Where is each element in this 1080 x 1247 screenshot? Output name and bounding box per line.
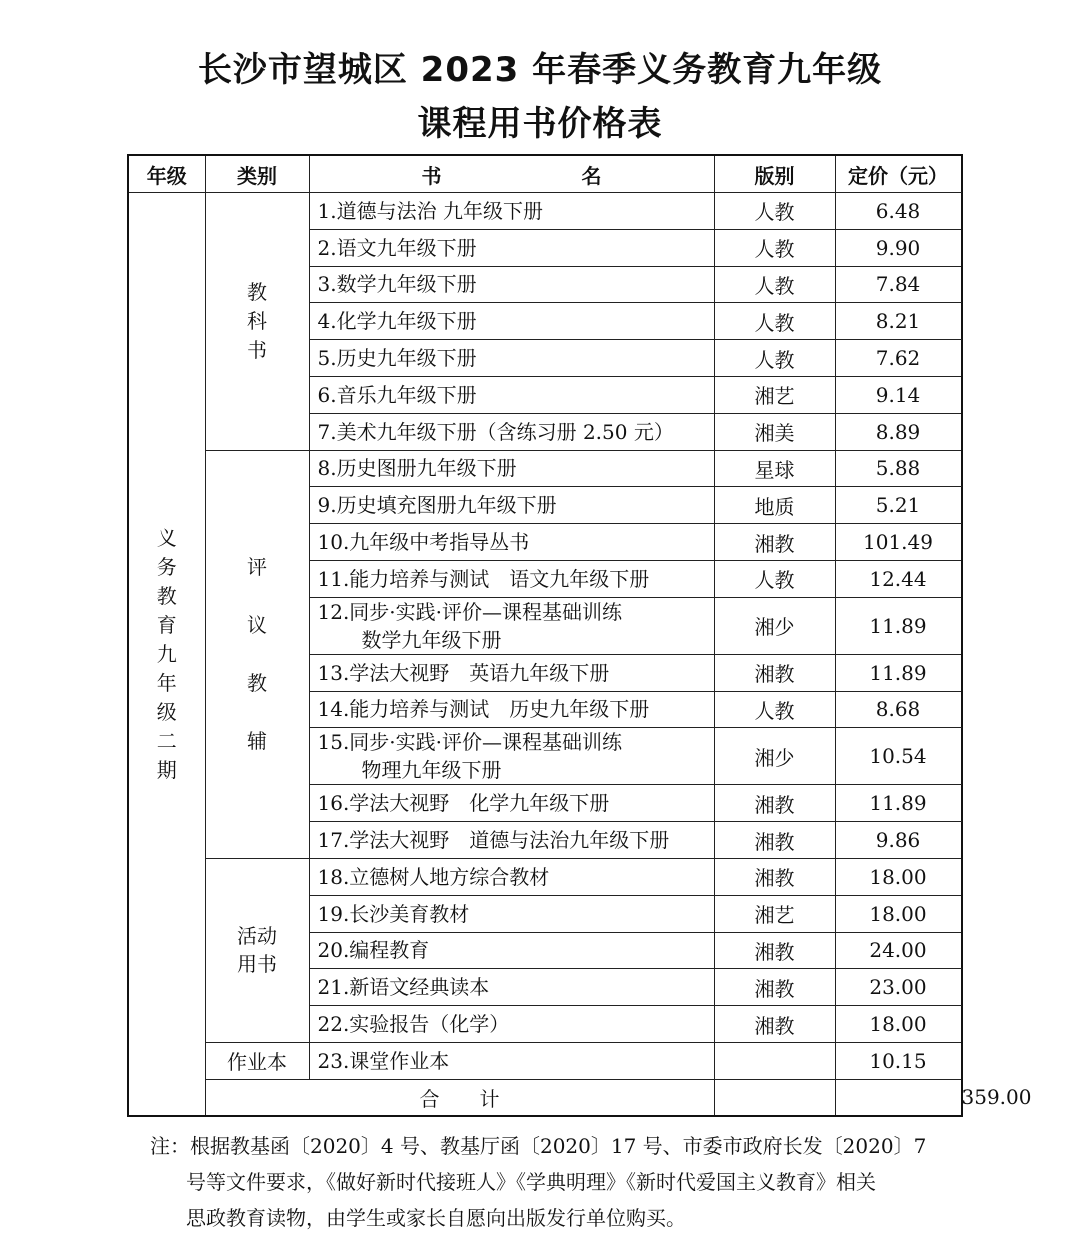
book-name: 14.能力培养与测试 历史九年级下册 [309,691,714,728]
book-edition [714,1042,835,1079]
total-empty-cell [835,1079,961,1116]
book-name: 9.历史填充图册九年级下册 [309,487,714,524]
book-edition: 湘艺 [714,376,835,413]
book-price: 18.00 [835,895,961,932]
book-name: 1.道德与法治 九年级下册 [309,193,714,230]
book-name: 20.编程教育 [309,932,714,969]
book-name: 7.美术九年级下册（含练习册 2.50 元） [309,413,714,450]
total-row [128,1079,962,1116]
book-name: 21.新语文经典读本 [309,969,714,1006]
book-edition: 人教 [714,266,835,303]
book-price: 101.49 [835,524,961,561]
header-book-name: 书 名 [309,155,714,193]
book-edition: 人教 [714,340,835,377]
footnote-line1: 注：根据教基函〔2020〕4 号、教基厅函〔2020〕17 号、市委市政府长发〔2020〕7 [150,1134,927,1158]
book-edition: 湘艺 [714,895,835,932]
book-price: 5.88 [835,450,961,487]
category-activity: 活动 用书 [205,858,309,1042]
book-name: 10.九年级中考指导丛书 [309,524,714,561]
book-edition: 湘美 [714,413,835,450]
book-edition: 人教 [714,229,835,266]
book-price: 11.89 [835,597,961,654]
book-edition: 湘教 [714,785,835,822]
book-edition: 湘少 [714,597,835,654]
book-price: 12.44 [835,560,961,597]
book-name: 16.学法大视野 化学九年级下册 [309,785,714,822]
category-homework: 作业本 [205,1042,309,1079]
book-price: 8.89 [835,413,961,450]
book-edition: 湘教 [714,654,835,691]
book-price: 11.89 [835,785,961,822]
book-edition: 湘教 [714,969,835,1006]
book-edition: 湘教 [714,524,835,561]
book-price: 6.48 [835,193,961,230]
book-name [309,728,714,785]
header-edition: 版别 [714,155,835,193]
book-name: 3.数学九年级下册 [309,266,714,303]
total-value: 359.00 [961,1079,962,1116]
book-edition: 人教 [714,691,835,728]
book-price: 11.89 [835,654,961,691]
header-category: 类别 [205,155,309,193]
category-textbook: 教 科 书 [205,193,309,451]
book-price: 10.54 [835,728,961,785]
book-name: 19.长沙美育教材 [309,895,714,932]
book-name-line1: 15.同步·实践·评价—课程基础训练 [317,730,623,755]
book-edition: 人教 [714,303,835,340]
book-name [309,597,714,654]
book-edition: 湘教 [714,858,835,895]
book-name-line1: 12.同步·实践·评价—课程基础训练 [317,599,623,624]
book-price: 9.14 [835,376,961,413]
book-edition: 人教 [714,193,835,230]
book-edition: 湘教 [714,822,835,859]
book-price: 10.15 [835,1042,961,1079]
book-name: 8.历史图册九年级下册 [309,450,714,487]
book-name: 6.音乐九年级下册 [309,376,714,413]
book-name: 18.立德树人地方综合教材 [309,858,714,895]
footnote-line3: 思政教育读物，由学生或家长自愿向出版发行单位购买。 [186,1206,686,1230]
book-price: 18.00 [835,1006,961,1043]
book-price: 24.00 [835,932,961,969]
total-label: 合计 [205,1079,714,1116]
book-name: 17.学法大视野 道德与法治九年级下册 [309,822,714,859]
book-name: 13.学法大视野 英语九年级下册 [309,654,714,691]
category-supplementary: 评 议 教 辅 [205,450,309,858]
table-row [128,450,962,487]
book-edition: 湘少 [714,728,835,785]
book-name: 4.化学九年级下册 [309,303,714,340]
book-price: 23.00 [835,969,961,1006]
grade-cell: 义 务 教 育 九 年 级 二 期 [128,193,205,1117]
table-row [128,193,962,230]
book-price: 18.00 [835,858,961,895]
document-title-line1: 长沙市望城区 2023 年春季义务教育九年级 [197,50,883,90]
total-empty-cell [714,1079,835,1116]
table-row [128,858,962,895]
book-price: 7.84 [835,266,961,303]
table-header-row [128,155,962,193]
header-grade: 年级 [128,155,205,193]
book-name: 2.语文九年级下册 [309,229,714,266]
book-price: 9.90 [835,229,961,266]
book-price: 8.68 [835,691,961,728]
book-price: 9.86 [835,822,961,859]
book-edition: 星球 [714,450,835,487]
book-name-line2: 数学九年级下册 [361,627,502,652]
book-name: 5.历史九年级下册 [309,340,714,377]
book-name: 11.能力培养与测试 语文九年级下册 [309,560,714,597]
book-name: 23.课堂作业本 [309,1042,714,1079]
price-table [127,154,1032,1117]
footnote [150,1128,950,1236]
book-edition: 湘教 [714,1006,835,1043]
book-edition: 人教 [714,560,835,597]
book-name: 22.实验报告（化学） [309,1006,714,1043]
book-name-line2: 物理九年级下册 [361,758,502,783]
table-row [128,1042,962,1079]
header-price: 定价（元） [835,155,961,193]
book-price: 5.21 [835,487,961,524]
book-price: 7.62 [835,340,961,377]
book-price: 8.21 [835,303,961,340]
footnote-line2: 号等文件要求，《做好新时代接班人》《学典明理》《新时代爱国主义教育》相关 [186,1170,876,1194]
book-edition: 湘教 [714,932,835,969]
document-title-line2: 课程用书价格表 [417,104,663,144]
book-edition: 地质 [714,487,835,524]
